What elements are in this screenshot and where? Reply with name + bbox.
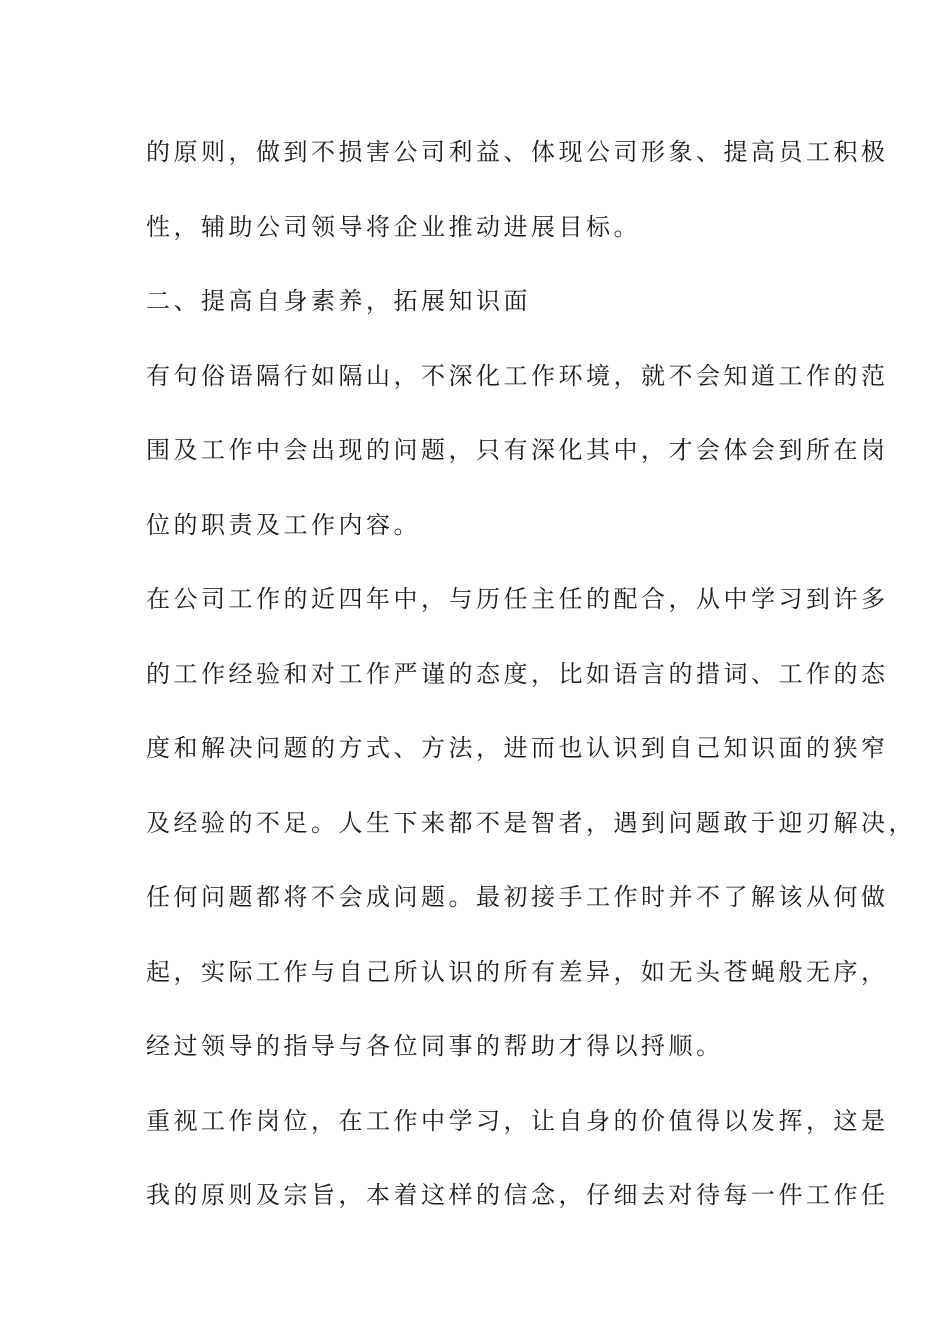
text-line: 的工作经验和对工作严谨的态度，比如语言的措词、工作的态	[146, 660, 889, 688]
section-heading: 二、提高自身素养，拓展知识面	[146, 287, 531, 315]
text-line: 经过领导的指导与各位同事的帮助才得以捋顺。	[146, 1032, 724, 1060]
text-line: 及经验的不足。人生下来都不是智者，遇到问题敢于迎刃解决，	[146, 809, 916, 837]
text-line: 性，辅助公司领导将企业推动进展目标。	[146, 213, 641, 241]
text-line: 度和解决问题的方式、方法，进而也认识到自己知识面的狭窄	[146, 734, 889, 762]
text-line: 起，实际工作与自己所认识的所有差异，如无头苍蝇般无序，	[146, 958, 889, 986]
text-line: 在公司工作的近四年中，与历任主任的配合，从中学习到许多	[146, 585, 889, 613]
text-line: 位的职责及工作内容。	[146, 511, 421, 539]
text-line: 重视工作岗位，在工作中学习，让自身的价值得以发挥，这是	[146, 1107, 889, 1135]
text-line: 围及工作中会出现的问题，只有深化其中，才会体会到所在岗	[146, 436, 889, 464]
text-line: 的原则，做到不损害公司利益、体现公司形象、提高员工积极	[146, 138, 889, 166]
text-line: 我的原则及宗旨，本着这样的信念，仔细去对待每一件工作任	[146, 1181, 889, 1209]
text-line: 任何问题都将不会成问题。最初接手工作时并不了解该从何做	[146, 883, 889, 911]
text-line: 有句俗语隔行如隔山，不深化工作环境，就不会知道工作的范	[146, 362, 889, 390]
